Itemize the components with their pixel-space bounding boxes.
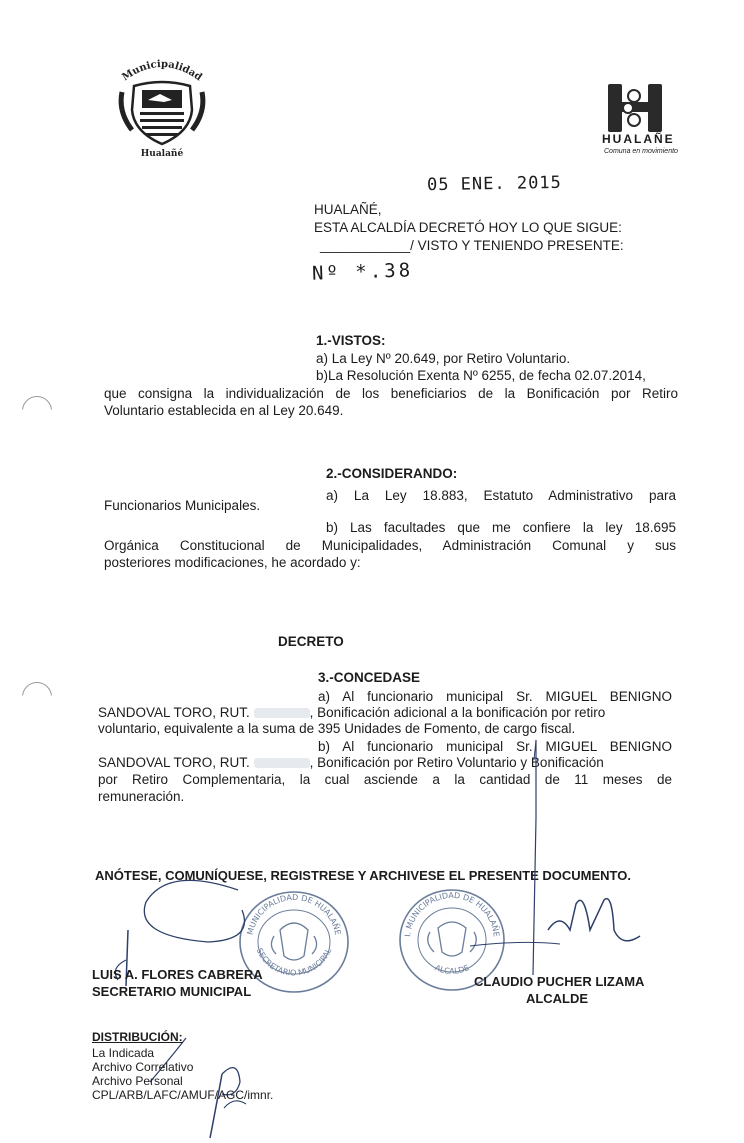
distribution-item: Archivo Correlativo: [92, 1060, 194, 1074]
svg-text:SECRETARIO MUNICIPAL: [255, 946, 334, 977]
concedase-heading: 3.-CONCEDASE: [318, 670, 421, 685]
closing-statement: ANÓTESE, COMUNÍQUESE, REGISTRESE Y ARCHIVESE EL PRESENTE DOCUMENTO.: [95, 868, 631, 883]
distribution-item: CPL/ARB/LAFC/AMUF/AGC/imnr.: [92, 1088, 274, 1102]
redacted-rut: [254, 758, 310, 768]
intro-line-1: ESTA ALCALDÍA DECRETÓ HOY LO QUE SIGUE:: [314, 220, 622, 235]
svg-text:ALCALDE: [433, 963, 470, 976]
concedase-b-line-3: por Retiro Complementaria, la cual asciende a la cantidad de 11 meses de: [98, 772, 672, 787]
decree-number-prefix: Nº: [311, 261, 342, 285]
concedase-b-first: b) Al funcionario municipal Sr. MIGUEL BENIGNO: [318, 739, 672, 754]
distribution-item: Archivo Personal: [92, 1074, 183, 1088]
considerando-heading: 2.-CONSIDERANDO:: [326, 466, 458, 481]
seal-right-bottom-text: ALCALDE: [433, 963, 471, 976]
decree-number: [312, 259, 414, 285]
distribution-heading: DISTRIBUCIÓN:: [92, 1030, 183, 1044]
concedase-a-line-2: [98, 705, 605, 721]
punch-hole-top: [22, 396, 52, 426]
brand-tagline: Comuna en movimiento: [604, 148, 678, 155]
considerando-a-first: a) La Ley 18.883, Estatuto Administrativo para: [326, 488, 676, 503]
svg-text:Municipalidad: [120, 59, 203, 83]
considerando-b-first: b) Las facultades que me confiere la ley 18.695: [326, 520, 676, 535]
h-logo-icon: [596, 82, 676, 134]
mayor-role: ALCALDE: [525, 991, 589, 1006]
considerando-a-line-2: Funcionarios Municipales.: [104, 498, 261, 513]
vistos-a: a) La Ley Nº 20.649, por Retiro Voluntario.: [316, 351, 571, 366]
distribution-item: La Indicada: [92, 1046, 155, 1060]
vistos-b-first: b)La Resolución Exenta Nº 6255, de fecha 02.07.2014,: [316, 368, 646, 383]
concedase-a-line-3: voluntario, equivalente a la suma de 395 Unidades de Fomento, de cargo fiscal.: [98, 721, 576, 736]
decree-number-value: *.38: [354, 259, 414, 284]
svg-text:I. MUNICIPALIDAD DE HUALAÑE: [403, 891, 501, 937]
vistos-b-line-2: que consigna la individualización de los beneficiarios de la Bonificación por Retiro: [104, 386, 678, 401]
brand-name: HUALAÑE: [602, 132, 675, 146]
vistos-heading: 1.-VISTOS:: [316, 333, 386, 348]
seal-right-top-text: I. MUNICIPALIDAD DE HUALAÑE: [403, 890, 501, 938]
considerando-b-line-2: Orgánica Constitucional de Municipalidades, Administración Comunal y sus: [104, 538, 676, 553]
vistos-b-line-3: Voluntario establecida en al Ley 20.649.: [104, 403, 344, 418]
date-stamp: 05 ENE. 2015: [426, 172, 562, 196]
secretary-name: LUIS A. FLORES CABRERA: [92, 967, 263, 982]
seal-left-top-text: MUNICIPALIDAD DE HUALAÑE: [245, 892, 343, 936]
concedase-a-line-2-rest: , Bonificación adicional a la bonificación por retiro: [309, 705, 606, 720]
punch-hole-bottom: [22, 682, 52, 712]
municipal-crest: [112, 52, 212, 162]
svg-text:MUNICIPALIDAD DE HUALAÑE: [246, 893, 343, 936]
distribution-list: [92, 1046, 273, 1102]
crest-top-text: Municipalidad: [120, 58, 204, 84]
concedase-b-rut-label: SANDOVAL TORO, RUT.: [98, 755, 250, 770]
concedase-a-rut-label: SANDOVAL TORO, RUT.: [98, 705, 250, 720]
considerando-b-line-3: posteriores modificaciones, he acordado y:: [104, 555, 361, 570]
intro-place: HUALAÑÉ,: [314, 202, 382, 217]
concedase-a-first: a) Al funcionario municipal Sr. MIGUEL BENIGNO: [318, 689, 672, 704]
hualane-logo: [596, 82, 676, 168]
concedase-b-line-2: [98, 755, 604, 771]
secretary-signature-block: [92, 966, 263, 1000]
mayor-signature-block: [474, 973, 645, 1007]
secretary-role: SECRETARIO MUNICIPAL: [92, 984, 252, 999]
crest-bottom-text: Hualañé: [140, 149, 184, 159]
mayor-name: CLAUDIO PUCHER LIZAMA: [474, 974, 645, 989]
redacted-rut: [254, 708, 310, 718]
concedase-b-line-4: remuneración.: [98, 789, 185, 804]
seal-left-bottom-text: SECRETARIO MUNICIPAL: [254, 946, 334, 978]
intro-line-2: ____________/ VISTO Y TENIENDO PRESENTE:: [320, 238, 624, 253]
concedase-b-line-2-rest: , Bonificación por Retiro Voluntario y Bonificación: [309, 755, 604, 770]
decreto-heading: DECRETO: [278, 634, 344, 649]
